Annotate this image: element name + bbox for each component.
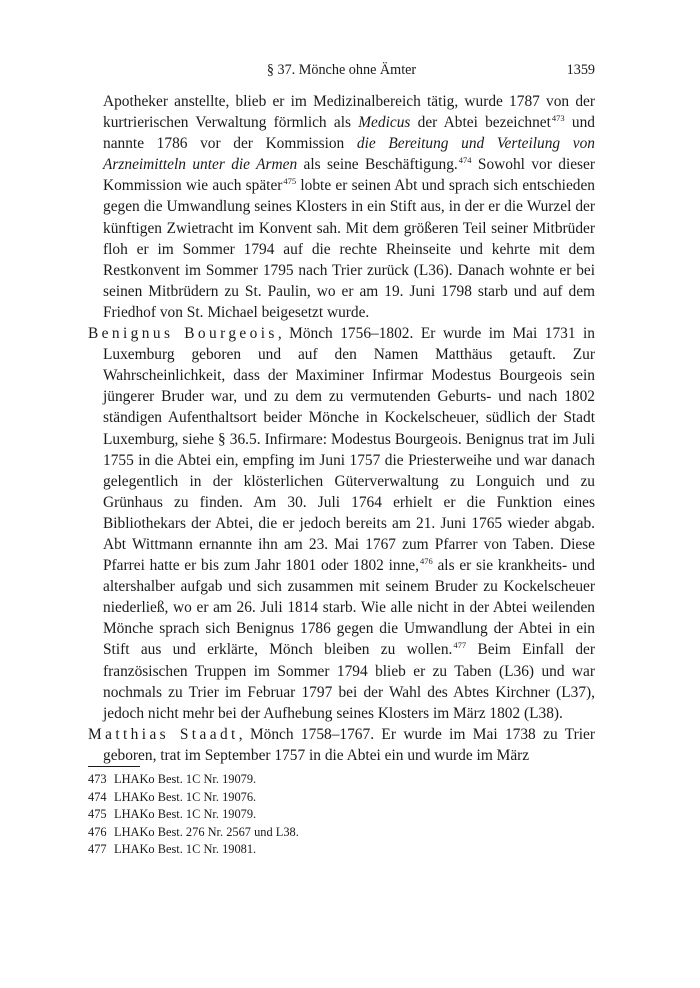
footnote-reference[interactable]: 475 bbox=[283, 176, 297, 187]
footnote-number: 477 bbox=[88, 842, 107, 857]
entry-text: und nannte 1786 vor der Kommission bbox=[103, 114, 596, 153]
footnote-reference[interactable]: 477 bbox=[453, 640, 467, 651]
footnote-reference[interactable]: 473 bbox=[551, 113, 565, 124]
main-text bbox=[88, 91, 595, 766]
footnote-text: LHAKo Best. 1C Nr. 19081. bbox=[114, 842, 257, 857]
italic-quotation: die Bereitung und Verteilung von Arzneimitteln unter die Armen bbox=[103, 135, 595, 174]
entry-text: Sowohl vor dieser Kommission wie auch später bbox=[103, 156, 595, 195]
footnote-number: 474 bbox=[88, 789, 107, 804]
footnote-separator bbox=[88, 766, 140, 767]
italic-term: Medicus bbox=[358, 114, 411, 132]
footnote bbox=[88, 771, 595, 789]
footnote-number: 473 bbox=[88, 772, 107, 786]
footnote-number: 475 bbox=[88, 807, 107, 822]
book-page bbox=[88, 0, 595, 988]
entry-text: , Mönch 1756–1802. Er wurde im Mai 1731 in Luxemburg geboren und auf den Namen Matthäus getauft. Zur Wahrscheinlichkeit, dass der Maximiner Infirmar Modestus Bourgeois sein jüngerer Bruder war, und zu dem zu vermutenden Geburts- und nach 1802 ständigen Aufenthaltsort beider Mönche in Kockelscheuer, südlich der Stadt Luxemburg, siehe § 36.5. Infirmare: Modestus Bourgeois. Benignus trat im Juli 1755 in die Abtei ein, empfing im Juni 1757 die Priesterweihe und war danach gelegentlich in der klösterlichen Güterverwaltung zu Longuich und zu Grünhaus zu finden. Am 30. Juli 1764 erhielt er die Funktion eines Bibliothekars der Abtei, die er jedoch bereits am 21. Juni 1765 wieder abgab. Abt Wittmann ernannte ihn am 23. Mai 1767 zum Pfarrer von Taben. Diese Pfarrei hatte er bis zum Jahr 1801 oder 1802 inne, bbox=[103, 325, 595, 575]
footnotes bbox=[88, 771, 595, 859]
entry-paragraph-continued bbox=[88, 91, 595, 323]
footnote-text: LHAKo Best. 1C Nr. 19076. bbox=[114, 789, 257, 804]
entry-text: Apotheker anstellte, blieb er im Medizinalbereich tätig, wurde 1787 von der kurtrierischen Verwaltung förmlich als bbox=[103, 93, 595, 132]
footnote-text: LHAKo Best. 1C Nr. 19079. bbox=[114, 772, 257, 786]
entry-text: als er sie krankheits- und altershalber aufgab und sich zusammen mit seinem Bruder zu Kockelscheuer niederließ, wo er am 26. Juli 1814 starb. Wie alle nicht in der Abtei weilenden Mönche sprach sich Benignus 1786 gegen die Umwandlung der Abtei in ein Stift aus und erklärte, Mönch bleiben zu wollen. bbox=[103, 557, 595, 659]
running-head bbox=[88, 62, 595, 82]
footnote-text: LHAKo Best. 1C Nr. 19079. bbox=[114, 807, 257, 822]
footnote bbox=[88, 806, 595, 824]
entry-text: der Abtei bezeichnet bbox=[410, 114, 551, 132]
entry-paragraph-matthias-staadt bbox=[88, 724, 595, 766]
page-number: 1359 bbox=[566, 62, 595, 78]
footnote-reference[interactable]: 476 bbox=[419, 556, 433, 567]
footnote-reference[interactable]: 474 bbox=[458, 155, 472, 166]
footnote bbox=[88, 789, 595, 807]
running-title: § 37. Mönche ohne Ämter bbox=[266, 62, 417, 78]
entry-text: Beim Einfall der französischen Truppen im Sommer 1794 blieb er zu Taben (L36) und war nochmals zu Trier im Februar 1797 bei der Wahl des Abtes Kirchner (L37), jedoch nicht mehr bei der Aufhebung seines Klosters im März 1802 (L38). bbox=[103, 641, 595, 722]
footnote bbox=[88, 824, 595, 842]
entry-paragraph-benignus-bourgeois bbox=[88, 323, 595, 724]
footnote-number: 476 bbox=[88, 824, 107, 839]
entry-text: als seine Beschäftigung. bbox=[297, 156, 458, 174]
monk-name: Benignus Bourgeois bbox=[88, 325, 278, 343]
footnote bbox=[88, 841, 595, 859]
footnote-text: LHAKo Best. 276 Nr. 2567 und L38. bbox=[114, 824, 299, 839]
monk-name: Matthias Staadt bbox=[88, 725, 239, 743]
entry-text: lobte er seinen Abt und sprach sich entschieden gegen die Umwandlung seines Klosters in ein Stift aus, in der er die Wurzel der künftigen Zwietracht im Konvent sah. Mit dem größeren Teil seiner Mitbrüder floh er im Sommer 1794 auf die rechte Rheinseite und kehrte mit dem Restkonvent im Sommer 1795 nach Trier zurück (L36). Danach wohnte er bei seinen Mitbrüdern zu St. Paulin, wo er am 19. Juni 1798 starb und auf dem Friedhof von St. Michael beigesetzt wurde. bbox=[103, 177, 595, 321]
entry-text: , Mönch 1758–1767. Er wurde im Mai 1738 zu Trier geboren, trat im September 1757 in die Abtei ein und wurde im März bbox=[103, 725, 595, 764]
